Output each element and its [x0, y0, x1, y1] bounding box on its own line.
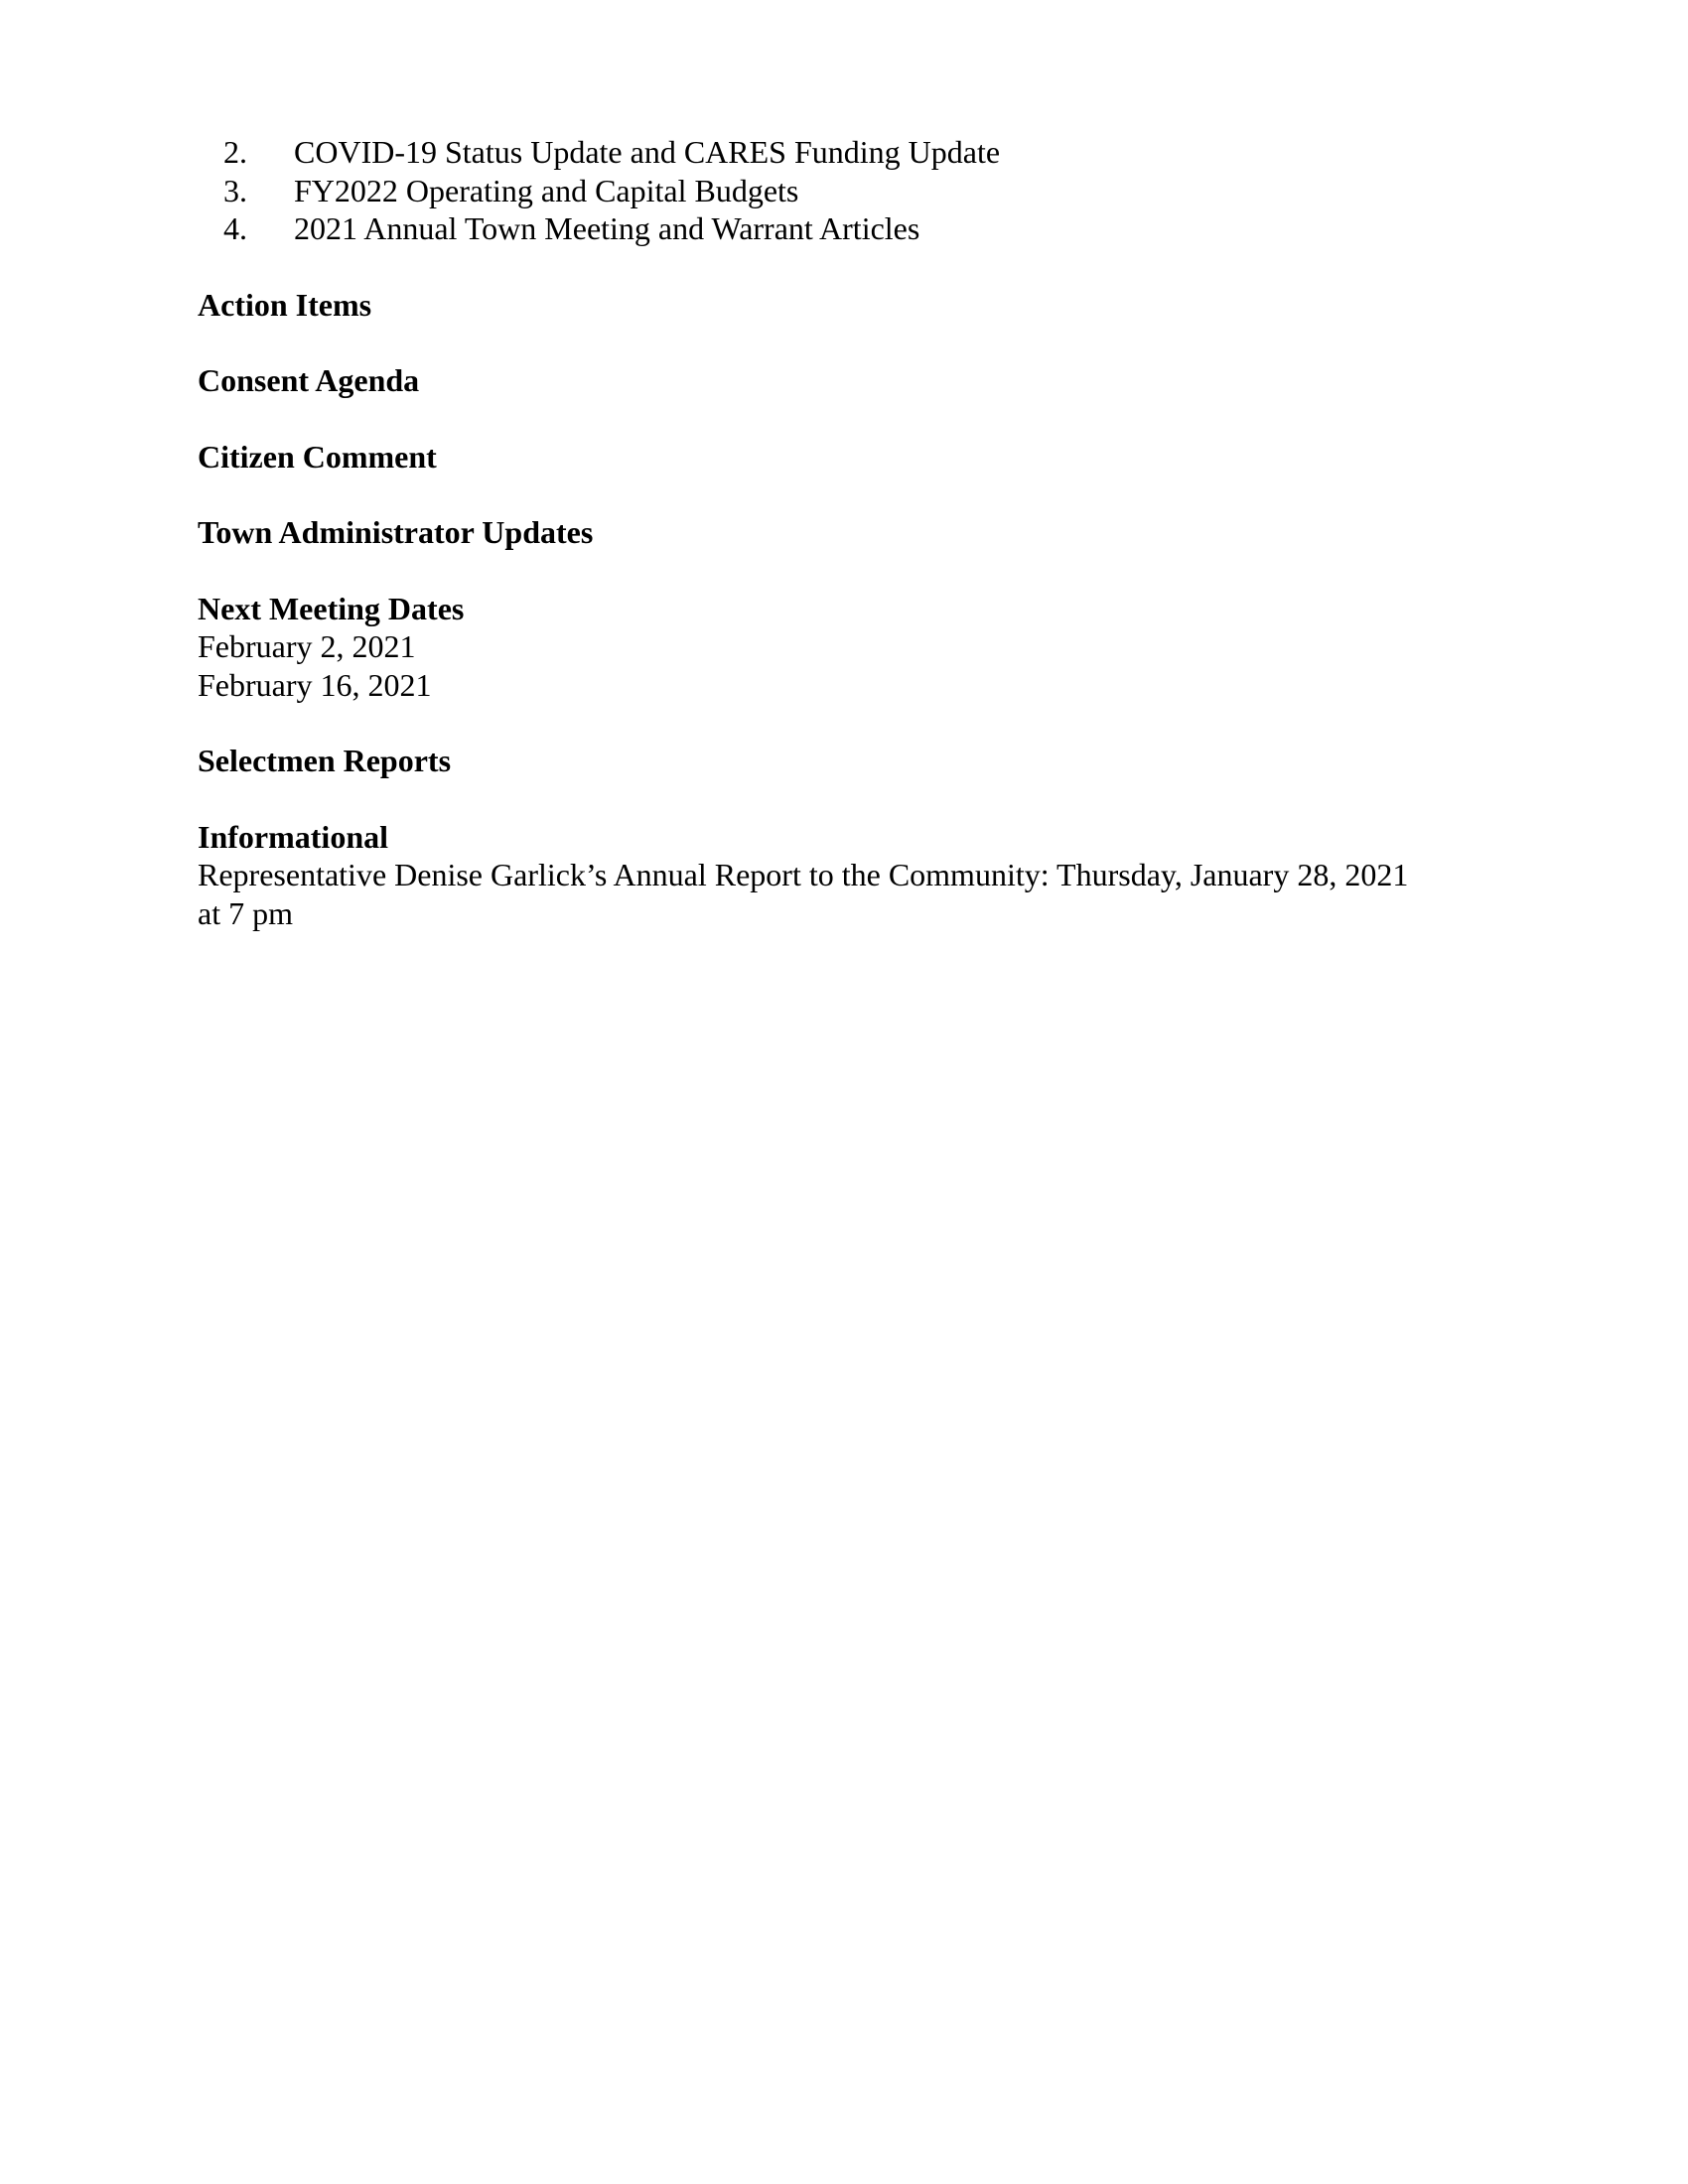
list-item [198, 133, 1508, 172]
list-item [198, 172, 1508, 210]
informational-text-line: Representative Denise Garlick’s Annual Report to the Community: Thursday, January 28, 2021 [198, 857, 1409, 892]
section-selectmen-reports [198, 742, 1508, 780]
informational-text-line: at 7 pm [198, 894, 293, 931]
agenda-numbered-list [198, 133, 1508, 248]
section-consent-agenda [198, 361, 1508, 400]
section-heading-action-items: Action Items [198, 286, 372, 323]
list-item-number: 2. [223, 134, 247, 170]
list-item [198, 209, 1508, 248]
section-town-administrator-updates [198, 513, 1508, 552]
list-item-text: 2021 Annual Town Meeting and Warrant Articles [294, 210, 920, 246]
section-next-meeting-dates [198, 590, 1508, 705]
meeting-date: February 16, 2021 [198, 666, 432, 703]
section-heading-selectmen-reports: Selectmen Reports [198, 743, 452, 778]
list-item-number: 4. [223, 210, 247, 246]
section-heading-informational: Informational [198, 818, 388, 855]
section-action-items [198, 286, 1508, 325]
section-heading-consent-agenda: Consent Agenda [198, 362, 420, 398]
section-heading-citizen-comment: Citizen Comment [198, 438, 437, 475]
list-item-number: 3. [223, 172, 247, 208]
section-heading-town-administrator-updates: Town Administrator Updates [198, 514, 594, 550]
meeting-date: February 2, 2021 [198, 628, 416, 664]
document-content [198, 133, 1508, 932]
list-item-text: FY2022 Operating and Capital Budgets [294, 172, 799, 208]
list-item-text: COVID-19 Status Update and CARES Funding Update [294, 134, 1001, 170]
section-informational [198, 818, 1508, 933]
section-citizen-comment [198, 438, 1508, 477]
section-heading-next-meeting-dates: Next Meeting Dates [198, 590, 465, 626]
